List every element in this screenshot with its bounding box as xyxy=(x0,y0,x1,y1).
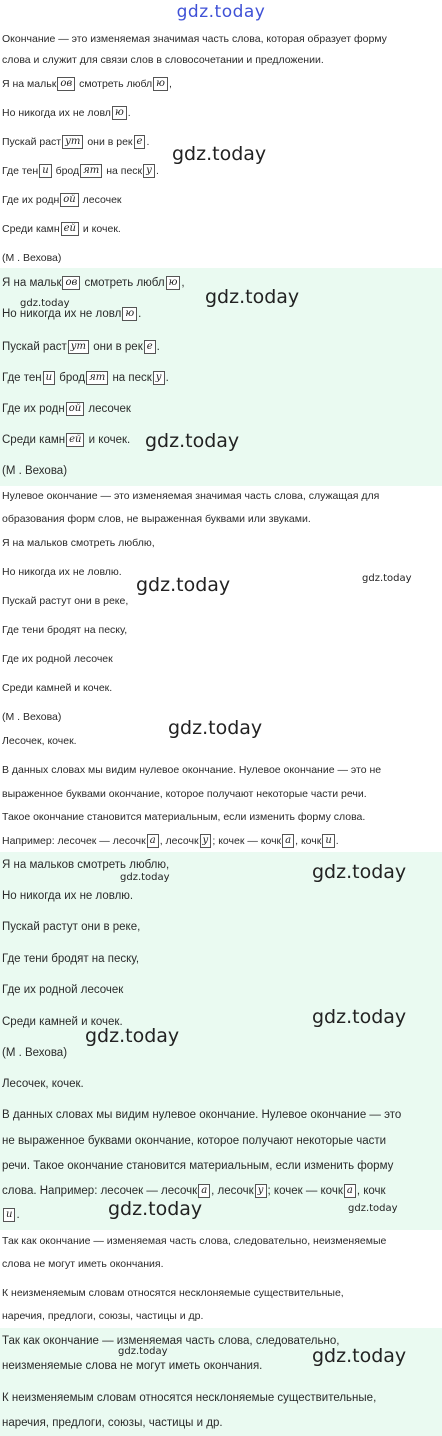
poem3-line-2: Но никогда их не ловлю. xyxy=(2,566,122,578)
zero-def-line-2: образования форм слов, не выраженная буквами или звуками. xyxy=(2,513,311,525)
rule-big-line-2: неизменяемые слова не могут иметь окончания. xyxy=(2,1360,263,1372)
poem4-line-6: Среди камней и кочек. xyxy=(2,1016,123,1028)
text: . xyxy=(156,341,160,354)
ending-box: у xyxy=(255,1184,267,1198)
ending-box: ов xyxy=(62,276,80,290)
watermark: gdz.today xyxy=(312,861,407,883)
watermark: gdz.today xyxy=(312,1345,407,1367)
text: Пускай раст xyxy=(2,136,62,148)
poem2-line-3 xyxy=(2,340,160,354)
watermark: gdz.today xyxy=(20,298,70,309)
poem1-line-4 xyxy=(2,164,159,178)
ending-box: у xyxy=(200,834,212,848)
poem1-line-3 xyxy=(2,135,149,149)
poem3-line-1: Я на мальков смотреть люблю, xyxy=(2,537,155,549)
poem3-line-4: Где тени бродят на песку, xyxy=(2,624,128,636)
text: , кочк xyxy=(356,1185,386,1198)
text: на песк xyxy=(109,372,152,385)
ending-box: и xyxy=(43,371,55,385)
watermark: gdz.today xyxy=(118,1346,168,1357)
watermark: gdz.today xyxy=(348,1203,398,1214)
list-line-1: К неизменяемым словам относятся несклоняемые существительные, xyxy=(2,1287,344,1299)
ending-box: у xyxy=(153,371,165,385)
ending-box: ей xyxy=(66,433,84,447)
poem2-line-6 xyxy=(2,433,130,447)
ending-box: ят xyxy=(86,371,108,385)
ending-box: и xyxy=(322,834,334,848)
explain2-line-1: В данных словах мы видим нулевое окончание. Нулевое окончание — это xyxy=(2,1109,402,1121)
explain1-line-3: Такое окончание становится материальным, если изменить форму слова. xyxy=(2,811,366,823)
explain2-line-3: речи. Такое окончание становится материальным, если изменить форму xyxy=(2,1160,394,1172)
ending-box: ю xyxy=(122,307,137,321)
zero-def-line-1: Нулевое окончание — это изменяемая значимая часть слова, служащая для xyxy=(2,490,380,502)
text: Где тен xyxy=(2,165,39,177)
watermark: gdz.today xyxy=(312,1006,407,1028)
ending-box: и xyxy=(3,1208,15,1222)
text: , лесочк xyxy=(159,835,199,847)
text: они в рек xyxy=(84,136,133,148)
text: , xyxy=(181,277,185,290)
watermark: gdz.today xyxy=(362,573,412,584)
poem2-author: (М . Вехова) xyxy=(2,465,68,477)
watermark: gdz.today xyxy=(85,1025,180,1047)
text: Среди камн xyxy=(2,223,60,235)
list-line-2: наречия, предлоги, союзы, частицы и др. xyxy=(2,1310,204,1322)
text: смотреть любл xyxy=(81,277,165,290)
poem1-line-1 xyxy=(2,77,172,91)
example2-line-2 xyxy=(2,1208,20,1222)
text: на песк xyxy=(103,165,143,177)
watermark: gdz.today xyxy=(145,430,240,452)
text: Пускай раст xyxy=(2,341,67,354)
ending-box: и xyxy=(39,164,51,178)
watermark: gdz.today xyxy=(120,872,170,883)
list-big-line-1: К неизменяемым словам относятся несклоняемые существительные, xyxy=(2,1392,377,1404)
poem3-author: (М . Вехова) xyxy=(2,711,62,723)
text: Где их родн xyxy=(2,403,65,416)
watermark: gdz.today xyxy=(205,286,300,308)
text: . xyxy=(138,308,142,321)
ending-box: а xyxy=(282,834,294,848)
ending-box: е xyxy=(144,340,156,354)
text: . xyxy=(127,107,131,119)
text: и кочек. xyxy=(85,434,131,447)
poem4-author: (М . Вехова) xyxy=(2,1047,68,1059)
intro-line-1: Окончание — это изменяемая значимая часть слова, которая образует форму xyxy=(2,33,387,45)
poem4-line-5: Где их родной лесочек xyxy=(2,984,124,996)
text: они в рек xyxy=(90,341,143,354)
explain1-line-2: выраженное буквами окончание, которое получают некоторые части речи. xyxy=(2,788,367,800)
poem1-line-2 xyxy=(2,106,131,120)
poem2-line-5 xyxy=(2,402,131,416)
rule-big-line-1: Так как окончание — изменяемая часть слова, следовательно, xyxy=(2,1335,340,1347)
poem1-line-6 xyxy=(2,222,121,236)
text: лесочек xyxy=(85,403,131,416)
ending-box: а xyxy=(198,1184,210,1198)
ending-box: ю xyxy=(112,106,127,120)
text: и кочек. xyxy=(79,223,121,235)
poem3-line-5: Где их родной лесочек xyxy=(2,653,113,665)
text: ; кочек — кочк xyxy=(267,1185,343,1198)
poem1-line-5 xyxy=(2,193,122,207)
ending-box: ей xyxy=(61,222,79,236)
rule-line-2: слова не могут иметь окончания. xyxy=(2,1258,164,1270)
ending-box: у xyxy=(143,164,155,178)
ending-box: ят xyxy=(80,164,102,178)
ending-box: ой xyxy=(66,402,84,416)
ending-box: ю xyxy=(166,276,181,290)
ending-box: а xyxy=(147,834,159,848)
text: Где тен xyxy=(2,372,42,385)
text: смотреть любл xyxy=(76,78,153,90)
text: слова. Например: лесочек — лесочк xyxy=(2,1185,198,1198)
text: Среди камн xyxy=(2,434,66,447)
text: . xyxy=(16,1209,20,1222)
text: Я на мальк xyxy=(2,277,62,290)
words-line: Лесочек, кочек. xyxy=(2,735,77,747)
watermark: gdz.today xyxy=(168,717,263,739)
text: . xyxy=(335,835,339,847)
ending-box: ут xyxy=(68,340,89,354)
poem4-line-4: Где тени бродят на песку, xyxy=(2,953,140,965)
poem1-author: (М . Вехова) xyxy=(2,252,62,264)
poem3-line-3: Пускай растут они в реке, xyxy=(2,595,129,607)
list-big-line-2: наречия, предлоги, союзы, частицы и др. xyxy=(2,1417,223,1429)
ending-box: ут xyxy=(62,135,83,149)
ending-box: ю xyxy=(153,77,168,91)
text: лесочек xyxy=(79,194,122,206)
poem2-line-1 xyxy=(2,276,185,290)
text: Но никогда их не ловл xyxy=(2,308,122,321)
answer-band-2 xyxy=(0,852,442,1230)
example2-line-1 xyxy=(2,1184,386,1198)
text: Например: лесочек — лесочк xyxy=(2,835,146,847)
poem3-line-6: Среди камней и кочек. xyxy=(2,682,113,694)
poem4-line-2: Но никогда их не ловлю. xyxy=(2,890,134,902)
poem2-line-4 xyxy=(2,371,169,385)
example-line xyxy=(2,834,339,848)
text: . xyxy=(165,372,169,385)
text: Но никогда их не ловл xyxy=(2,107,111,119)
text: , кочк xyxy=(295,835,322,847)
text: . xyxy=(155,165,159,177)
text: ; кочек — кочк xyxy=(212,835,282,847)
text: брод xyxy=(52,165,80,177)
explain1-line-1: В данных словах мы видим нулевое окончание. Нулевое окончание — это не xyxy=(2,764,382,776)
words-line-2: Лесочек, кочек. xyxy=(2,1078,84,1090)
text: . xyxy=(146,136,150,148)
rule-line-1: Так как окончание — изменяемая часть слова, следовательно, неизменяемые xyxy=(2,1235,387,1247)
watermark: gdz.today xyxy=(136,574,231,596)
ending-box: е xyxy=(134,135,146,149)
ending-box: ов xyxy=(57,77,75,91)
site-title[interactable]: gdz.today xyxy=(176,2,266,22)
watermark: gdz.today xyxy=(108,1198,203,1220)
text: Я на мальк xyxy=(2,78,57,90)
poem2-line-2 xyxy=(2,307,141,321)
text: , xyxy=(168,78,172,90)
text: Где их родн xyxy=(2,194,60,206)
text: брод xyxy=(56,372,86,385)
watermark: gdz.today xyxy=(172,143,267,165)
ending-box: а xyxy=(344,1184,356,1198)
poem4-line-1: Я на мальков смотреть люблю, xyxy=(2,859,170,871)
ending-box: ой xyxy=(60,193,78,207)
poem4-line-3: Пускай растут они в реке, xyxy=(2,921,141,933)
intro-line-2: слова и служит для связи слов в словосочетании и предложении. xyxy=(2,54,324,66)
text: , лесочк xyxy=(211,1185,254,1198)
explain2-line-2: не выраженное буквами окончание, которое получают некоторые части xyxy=(2,1135,387,1147)
